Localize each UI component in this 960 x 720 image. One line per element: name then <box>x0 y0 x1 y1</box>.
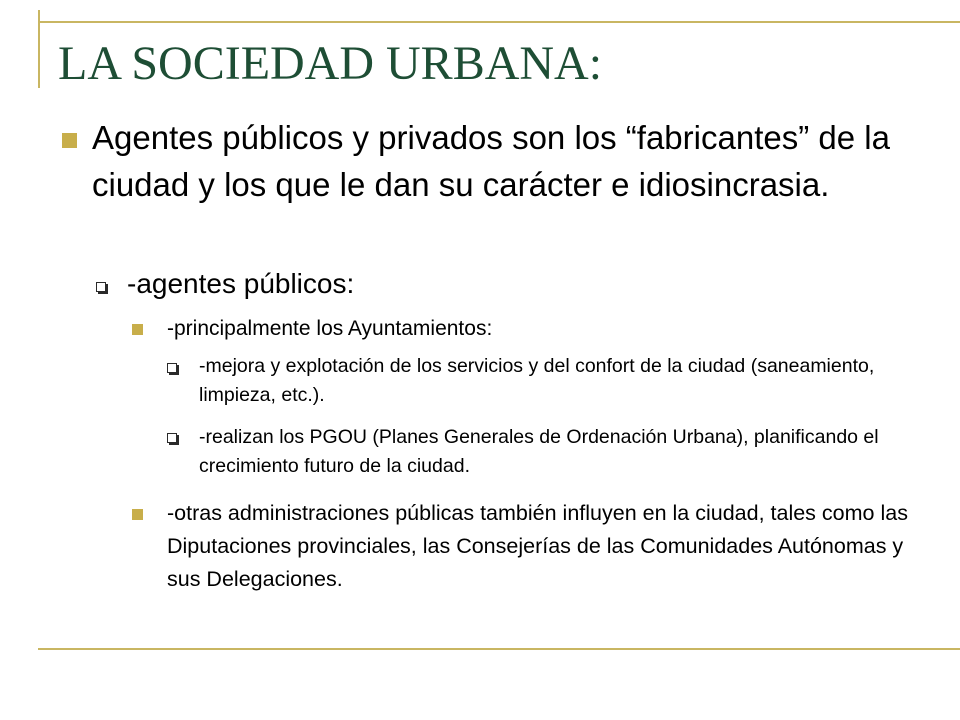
bullet-otras-administraciones: -otras administraciones públicas también influyen en la ciudad, tales como las Diputaciones provinciales, las Consejerías de las Comunidades Autónomas y sus Delegaciones. <box>167 501 908 591</box>
hollow-square-bullet-icon <box>167 433 177 443</box>
hollow-square-bullet-icon <box>167 363 177 373</box>
gold-square-bullet-icon <box>132 324 143 335</box>
gold-square-bullet-icon <box>132 509 143 520</box>
bullet-pgou: -realizan los PGOU (Planes Generales de Ordenación Urbana), planificando el crecimiento futuro de la ciudad. <box>199 426 879 477</box>
top-rule <box>38 21 960 23</box>
bullet-agentes-publicos: -agentes públicos: <box>127 268 355 299</box>
bullet-ayuntamientos: -principalmente los Ayuntamientos: <box>167 317 493 340</box>
hollow-square-bullet-icon <box>96 282 106 292</box>
bullet-mejora-servicios: -mejora y explotación de los servicios y del confort de la ciudad (saneamiento, limpieza, etc.). <box>199 355 875 406</box>
gold-square-bullet-icon <box>62 133 77 148</box>
bullet-agentes: Agentes públicos y privados son los “fabricantes” de la ciudad y los que le dan su carácter e idiosincrasia. <box>92 119 890 203</box>
left-rule <box>38 10 40 88</box>
bottom-rule <box>38 648 960 650</box>
slide-title: LA SOCIEDAD URBANA: <box>58 37 603 90</box>
